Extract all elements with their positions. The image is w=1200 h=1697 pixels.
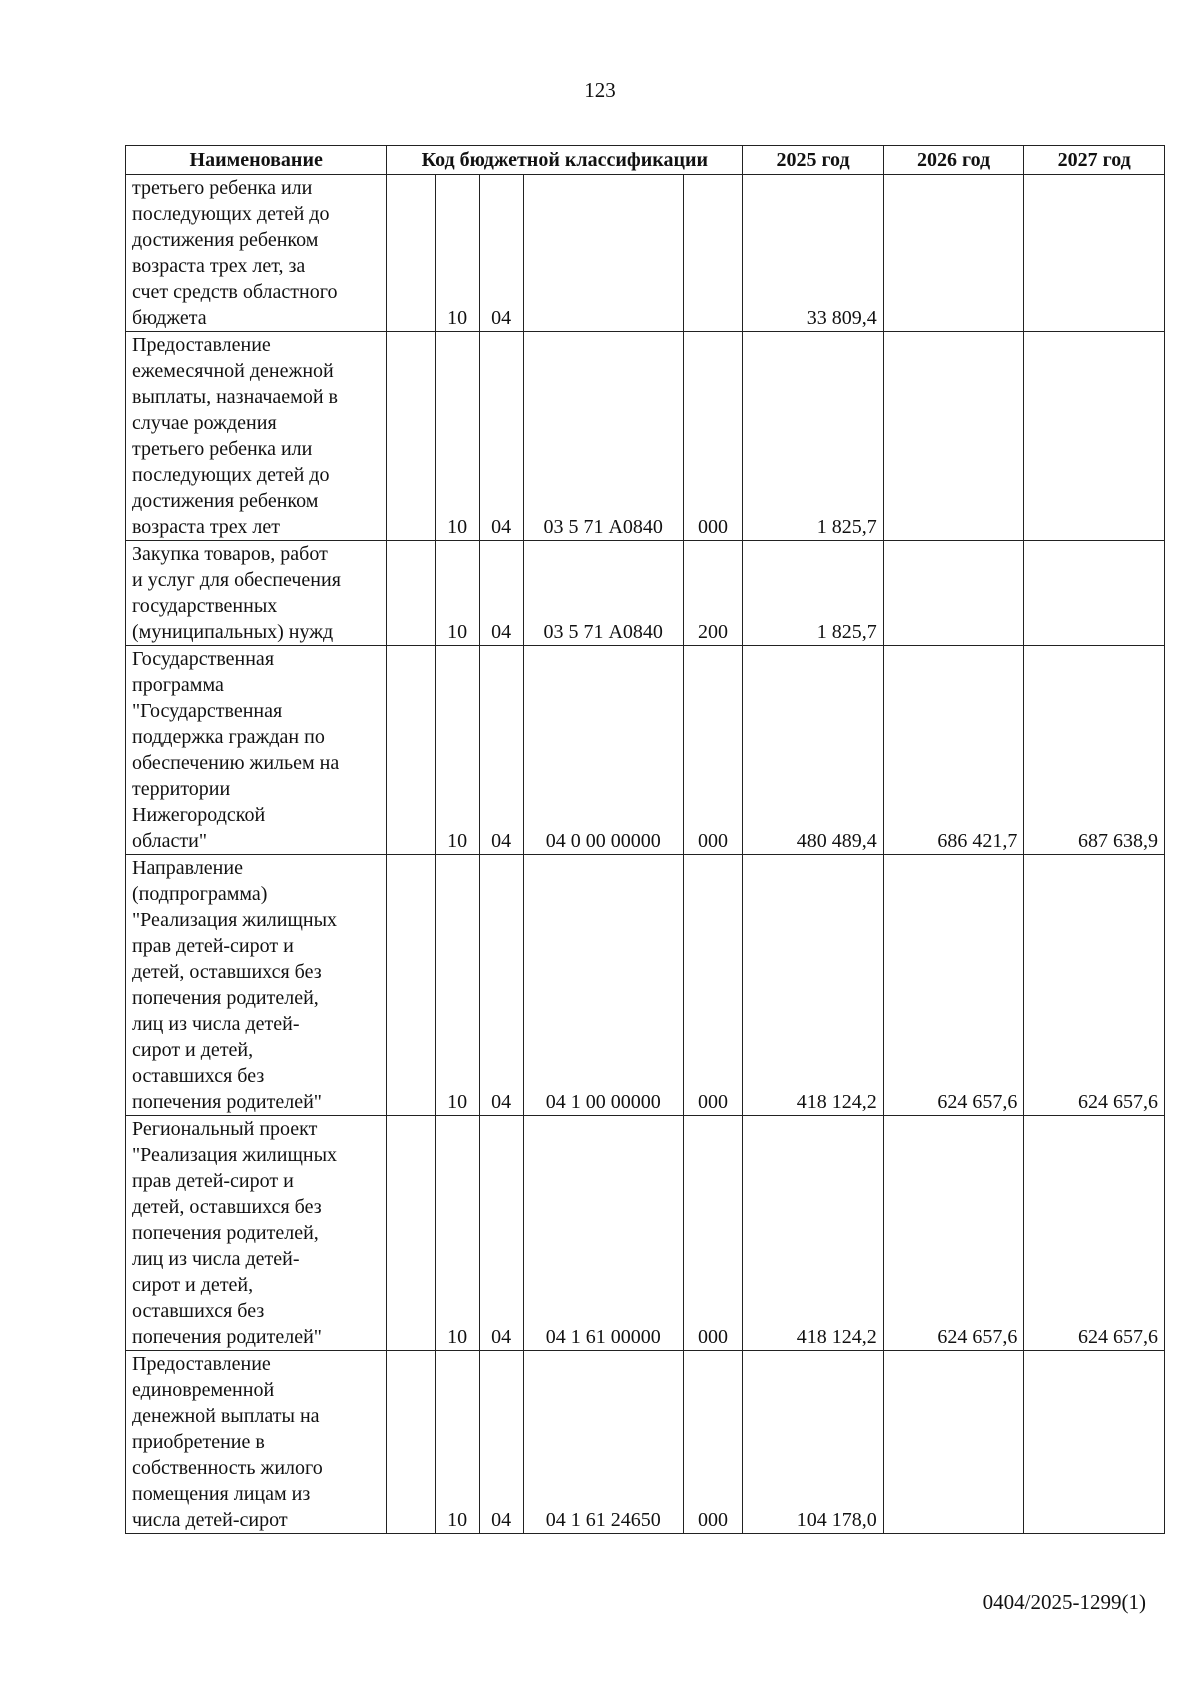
value-2025: 104 178,0: [743, 1351, 884, 1534]
code-subsection: 04: [479, 855, 523, 1116]
row-name: Предоставление единовременной денежной выплаты на приобретение в собственность жилого помещения лицам из числа детей-сирот: [126, 1351, 387, 1534]
table-row: [126, 175, 1165, 332]
code-expense-type: 000: [683, 1351, 742, 1534]
code-admin: [387, 855, 435, 1116]
code-expense-type: [683, 175, 742, 332]
table-row: [126, 646, 1165, 855]
value-2027: [1024, 332, 1165, 541]
header-name: Наименование: [126, 146, 387, 175]
code-target: 04 1 00 00000: [523, 855, 683, 1116]
value-2027: 624 657,6: [1024, 1116, 1165, 1351]
value-2026: 624 657,6: [883, 1116, 1024, 1351]
code-expense-type: 000: [683, 646, 742, 855]
table-header-row: [126, 146, 1165, 175]
code-target: [523, 175, 683, 332]
header-code: Код бюджетной классификации: [387, 146, 743, 175]
value-2025: 418 124,2: [743, 1116, 884, 1351]
code-target: 04 0 00 00000: [523, 646, 683, 855]
row-name: Направление (подпрограмма) "Реализация жилищных прав детей-сирот и детей, оставшихся без попечения родителей, лиц из числа детей- сирот и детей, оставшихся без попечения родителей": [126, 855, 387, 1116]
code-target: 04 1 61 24650: [523, 1351, 683, 1534]
value-2026: 624 657,6: [883, 855, 1024, 1116]
code-admin: [387, 541, 435, 646]
value-2026: [883, 332, 1024, 541]
code-section: 10: [435, 1351, 479, 1534]
code-section: 10: [435, 1116, 479, 1351]
code-target: 04 1 61 00000: [523, 1116, 683, 1351]
code-subsection: 04: [479, 175, 523, 332]
code-expense-type: 000: [683, 332, 742, 541]
row-name: третьего ребенка или последующих детей до достижения ребенком возраста трех лет, за счет средств областного бюджета: [126, 175, 387, 332]
code-admin: [387, 646, 435, 855]
value-2027: 624 657,6: [1024, 855, 1165, 1116]
code-admin: [387, 332, 435, 541]
code-expense-type: 200: [683, 541, 742, 646]
code-expense-type: 000: [683, 855, 742, 1116]
row-name: Региональный проект "Реализация жилищных прав детей-сирот и детей, оставшихся без попечения родителей, лиц из числа детей- сирот и детей, оставшихся без попечения родителей": [126, 1116, 387, 1351]
table-row: [126, 1116, 1165, 1351]
row-name: Государственная программа "Государственная поддержка граждан по обеспечению жильем на территории Нижегородской области": [126, 646, 387, 855]
row-name: Предоставление ежемесячной денежной выплаты, назначаемой в случае рождения третьего ребенка или последующих детей до достижения ребенком возраста трех лет: [126, 332, 387, 541]
table-row: [126, 1351, 1165, 1534]
code-admin: [387, 1351, 435, 1534]
code-subsection: 04: [479, 1116, 523, 1351]
value-2026: [883, 541, 1024, 646]
value-2026: 686 421,7: [883, 646, 1024, 855]
value-2026: [883, 175, 1024, 332]
value-2025: 33 809,4: [743, 175, 884, 332]
value-2025: 1 825,7: [743, 541, 884, 646]
value-2027: 687 638,9: [1024, 646, 1165, 855]
value-2026: [883, 1351, 1024, 1534]
value-2025: 480 489,4: [743, 646, 884, 855]
code-section: 10: [435, 175, 479, 332]
header-2025: 2025 год: [743, 146, 884, 175]
code-admin: [387, 1116, 435, 1351]
code-section: 10: [435, 646, 479, 855]
code-subsection: 04: [479, 646, 523, 855]
code-subsection: 04: [479, 541, 523, 646]
document-id: 0404/2025-1299(1): [982, 1590, 1146, 1614]
value-2025: 418 124,2: [743, 855, 884, 1116]
table-row: [126, 332, 1165, 541]
code-admin: [387, 175, 435, 332]
code-subsection: 04: [479, 332, 523, 541]
value-2027: [1024, 541, 1165, 646]
page-number: 123: [584, 78, 616, 102]
budget-table: [125, 145, 1165, 1534]
value-2027: [1024, 1351, 1165, 1534]
code-subsection: 04: [479, 1351, 523, 1534]
table-row: [126, 541, 1165, 646]
code-target: 03 5 71 А0840: [523, 332, 683, 541]
code-section: 10: [435, 332, 479, 541]
code-expense-type: 000: [683, 1116, 742, 1351]
code-section: 10: [435, 541, 479, 646]
value-2025: 1 825,7: [743, 332, 884, 541]
header-2026: 2026 год: [883, 146, 1024, 175]
table-row: [126, 855, 1165, 1116]
row-name: Закупка товаров, работ и услуг для обеспечения государственных (муниципальных) нужд: [126, 541, 387, 646]
code-section: 10: [435, 855, 479, 1116]
header-2027: 2027 год: [1024, 146, 1165, 175]
value-2027: [1024, 175, 1165, 332]
code-target: 03 5 71 А0840: [523, 541, 683, 646]
